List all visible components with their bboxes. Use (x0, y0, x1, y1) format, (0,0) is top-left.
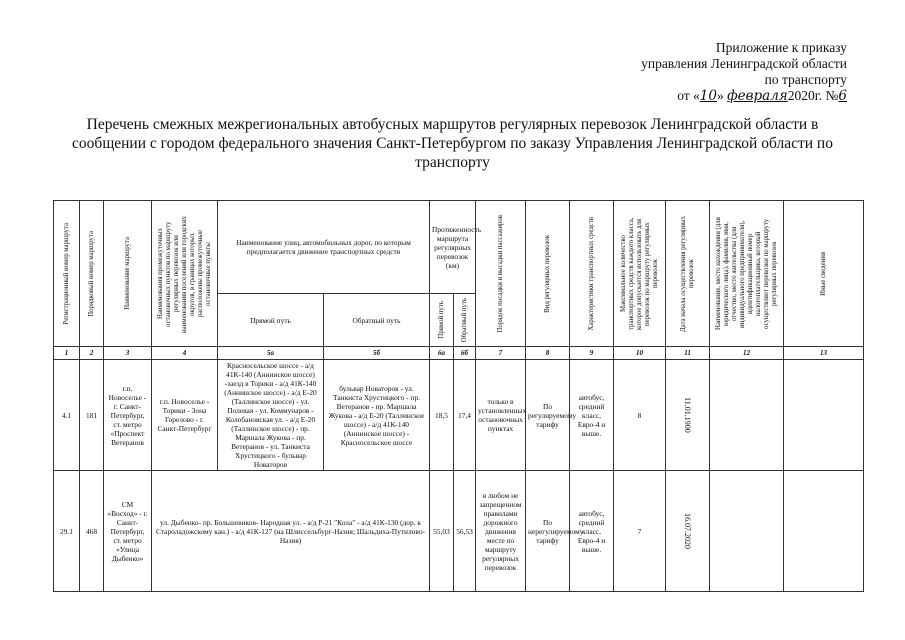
cell-len-fwd: 18,5 (430, 360, 454, 471)
cell-forward: Красносельское шоссе - а/д 41К-140 (Аннинское шоссе) -заезд в Торики - а/д 41К-140 (Аннинское шоссе) - а/д Е-20 (Таллинское шоссе) - ул. Полевая - ул. Коммунаров - Колобановская ул. - а/д Е-20 (Таллинское шоссе) - пр. Маршала Жукова - пр. Ветеранов - ул. Танкиста Хрустицкого - бульвар Новаторов (218, 360, 324, 471)
header-max: Максимальное количество транспортных средств каждого класса, которое допускается использовать для перевозок по маршруту регулярных перевозок (614, 201, 666, 347)
appendix-date (641, 88, 847, 104)
header-num: Порядковый номер маршрута (80, 201, 104, 347)
cell-name: СМ «Восход» - г. Санкт-Петербург, ст. метро «Улица Дыбенко» (104, 471, 152, 592)
table-row (54, 360, 864, 471)
cell-name: г.п. Новоселье - г. Санкт-Петербург, ст. метро «Проспект Ветеранов (104, 360, 152, 471)
cell-other (784, 471, 864, 592)
cell-len-fwd: 55,03 (430, 471, 454, 592)
routes-table (53, 200, 864, 592)
col-number: 12 (710, 347, 784, 360)
col-number: 9 (570, 347, 614, 360)
header-name: Наименование маршрута (104, 201, 152, 347)
cell-start: 11.01.1900 (666, 360, 710, 471)
cell-boarding: только в установленных остановочных пунктах (476, 360, 526, 471)
cell-len-back: 17,4 (454, 360, 476, 471)
header-carrier: Наименование, место нахождения (для юридического лица), фамилия, имя, отчество, место жительства (для индивидуального предпринимателя), идентификационный номер налогоплательщика, который осуществляет перевозки по маршруту регулярных перевозок (710, 201, 784, 347)
col-number: 6а (430, 347, 454, 360)
col-number: 6б (454, 347, 476, 360)
cell-route: ул. Дыбенко- пр. Большевиков- Народная ул. - а/д Р-21 "Кола" - а/д 41К-130 (дор. к Староладожскому кан.) - а/д 41К-127 (на Шлиссельбург-Назия; Шальдиха-Путилово- Назия) (152, 471, 430, 592)
cell-num: 468 (80, 471, 104, 592)
cell-carrier (710, 360, 784, 471)
col-number: 5б (324, 347, 430, 360)
appendix-line-3: по транспорту (764, 72, 847, 87)
header-forward: Прямой путь (218, 294, 324, 347)
appendix-line-1: Приложение к приказу (715, 40, 847, 55)
col-number: 2 (80, 347, 104, 360)
header-backward: Обратный путь (324, 294, 430, 347)
order-number: 6 (838, 88, 847, 104)
header-vehicle: Характеристики транспортных средств (570, 201, 614, 347)
col-number: 7 (476, 347, 526, 360)
appendix-line-2: управления Ленинградской области (641, 56, 847, 71)
header-length: Протяженность маршрута регулярных перевозок (км) (430, 201, 476, 294)
header-streets: Наименование улиц, автомобильных дорог, по которым предполагается движение транспортных средств (218, 201, 430, 294)
header-stops: Наименования промежуточных остановочных пунктов по маршруту регулярных перевозок или наименования поселений или городских округов, в границах которых расположены промежуточные остановочные пункты (152, 201, 218, 347)
col-number: 3 (104, 347, 152, 360)
header-start: Дата начала осуществления регулярных перевозок (666, 201, 710, 347)
header-reg: Регистрационный номер маршрута (54, 201, 80, 347)
cell-len-back: 56,53 (454, 471, 476, 592)
date-mid: » (716, 88, 728, 103)
col-number: 13 (784, 347, 864, 360)
cell-stops: г.п. Новоселье - Торики - Зона Горелово - г. Санкт-Петербург (152, 360, 218, 471)
document-title: Перечень смежных межрегиональных автобусных маршрутов регулярных перевозок Ленинградской области в сообщении с городом федерального значения Санкт-Петербургом по заказу Управления Ленинградской области по транспорту (72, 116, 833, 171)
cell-reg: 4.1 (54, 360, 80, 471)
appendix-block (641, 40, 847, 104)
date-prefix: от « (677, 88, 700, 103)
header-len-fwd: Прямой путь (430, 294, 454, 347)
cell-max: 8 (614, 360, 666, 471)
date-day: 10 (699, 88, 717, 104)
date-month: февраля (727, 88, 788, 104)
table-row (54, 471, 864, 592)
column-numbers-row (54, 347, 864, 360)
header-other: Иные сведения (784, 201, 864, 347)
cell-start: 16.07.2020 (666, 471, 710, 592)
header-len-back: Обратный путь (454, 294, 476, 347)
cell-vehicle: автобус, средний класс, Евро-4 и выше. (570, 360, 614, 471)
header-boarding: Порядок посадки и высадки пассажиров (476, 201, 526, 347)
header-row (54, 201, 864, 294)
cell-vehicle: автобус, средний класс, Евро-4 и выше. (570, 471, 614, 592)
header-kind: Вид регулярных перевозок (526, 201, 570, 347)
cell-num: 181 (80, 360, 104, 471)
col-number: 4 (152, 347, 218, 360)
col-number: 8 (526, 347, 570, 360)
cell-kind: По регулируемому тарифу (526, 360, 570, 471)
cell-reg: 29.1 (54, 471, 80, 592)
cell-other (784, 360, 864, 471)
col-number: 5а (218, 347, 324, 360)
col-number: 11 (666, 347, 710, 360)
date-year: 2020г. № (787, 88, 839, 103)
cell-backward: бульвар Новаторов - ул. Танкиста Хрустицкого - пр. Ветеранов - пр. Маршала Жукова - а/д Е-20 (Таллинское шоссе) - а/д 41К-140 (Аннинское шоссе) - Красносельское шоссе (324, 360, 430, 471)
cell-boarding: в любом не запрещенном правилами дорожного движения месте по маршруту регулярных перевозок (476, 471, 526, 592)
cell-carrier (710, 471, 784, 592)
cell-kind: По нерегулируемому тарифу (526, 471, 570, 592)
cell-max: 7 (614, 471, 666, 592)
col-number: 1 (54, 347, 80, 360)
col-number: 10 (614, 347, 666, 360)
